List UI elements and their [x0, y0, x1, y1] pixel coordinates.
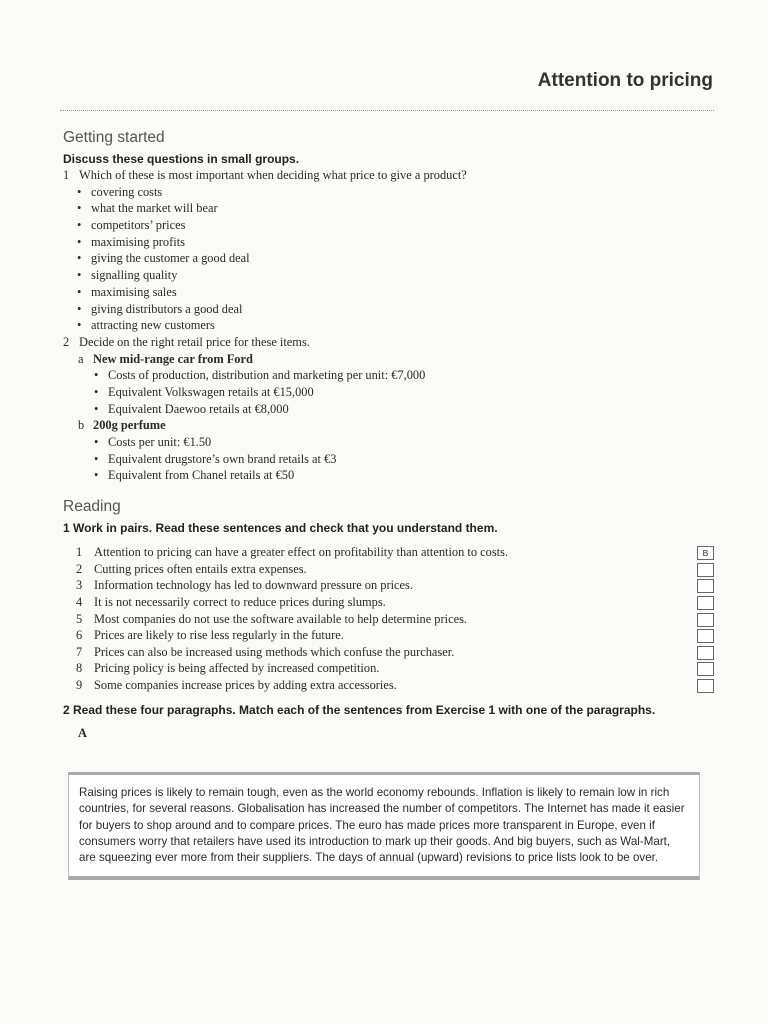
- question-1: [63, 167, 713, 184]
- answer-box[interactable]: B: [697, 546, 714, 560]
- sentence-number: 3: [76, 578, 83, 593]
- item-title: 200g perfume: [93, 418, 166, 433]
- sentence-item: [63, 577, 713, 594]
- list-item: • what the market will bear: [77, 200, 713, 217]
- sentence-item: [63, 677, 713, 694]
- list-item: • signalling quality: [77, 267, 713, 284]
- sentence-number: 9: [76, 677, 83, 692]
- sentence-text: Attention to pricing can have a greater effect on profitability than attention to costs.: [94, 545, 509, 560]
- question-number: 1: [63, 168, 70, 182]
- exercise-1-instruction: 1 Work in pairs. Read these sentences and check that you understand them.: [63, 521, 498, 536]
- sentence-text: It is not necessarily correct to reduce prices during slumps.: [94, 594, 386, 609]
- list-item: • attracting new customers: [77, 317, 713, 334]
- sentence-item: [63, 544, 713, 561]
- bullet-list-a: [63, 367, 713, 417]
- sentence-number: 6: [76, 628, 83, 643]
- answer-box[interactable]: [697, 679, 714, 693]
- section-heading-getting-started: Getting started: [63, 129, 165, 146]
- sentence-number: 1: [76, 545, 83, 560]
- sentence-item: [63, 594, 713, 611]
- answer-box[interactable]: [697, 613, 714, 627]
- question-text: Decide on the right retail price for these items.: [79, 334, 310, 349]
- sentence-item: [63, 561, 713, 578]
- sentence-text: Prices can also be increased using methods which confuse the purchaser.: [94, 644, 455, 659]
- instruction-text: Discuss these questions in small groups.: [63, 152, 300, 166]
- item-letter: a: [78, 351, 84, 366]
- sentence-text: Cutting prices often entails extra expenses.: [94, 561, 307, 576]
- list-item: • maximising sales: [77, 284, 713, 301]
- answer-box[interactable]: [697, 646, 714, 660]
- sentence-number: 4: [76, 594, 83, 609]
- sentence-text: Most companies do not use the software available to help determine prices.: [94, 611, 467, 626]
- sentence-text: Pricing policy is being affected by increased competition.: [94, 661, 380, 676]
- list-item: • Equivalent Volkswagen retails at €15,000: [94, 384, 713, 401]
- sentence-text: Some companies increase prices by adding extra accessories.: [94, 677, 397, 692]
- list-item: • Equivalent drugstore’s own brand retails at €3: [94, 451, 713, 468]
- question-2: [63, 334, 713, 351]
- sentence-list: [63, 544, 713, 693]
- answer-box[interactable]: [697, 629, 714, 643]
- list-item: • maximising profits: [77, 234, 713, 251]
- list-item: • covering costs: [77, 184, 713, 201]
- answer-box[interactable]: [697, 662, 714, 676]
- sentence-number: 2: [76, 561, 83, 576]
- dotted-divider: [60, 110, 714, 111]
- sentence-number: 5: [76, 611, 83, 626]
- sentence-item: [63, 627, 713, 644]
- list-item: • giving distributors a good deal: [77, 301, 713, 318]
- list-item: • Costs of production, distribution and marketing per unit: €7,000: [94, 367, 713, 384]
- exercise-2-instruction: 2 Read these four paragraphs. Match each of the sentences from Exercise 1 with one of the paragraphs.: [63, 703, 656, 718]
- sentence-number: 8: [76, 661, 83, 676]
- paragraph-letter: A: [78, 726, 87, 741]
- bullet-list-q1: [63, 184, 713, 334]
- sentence-text: Information technology has led to downward pressure on prices.: [94, 578, 413, 593]
- list-item: • Equivalent Daewoo retails at €8,000: [94, 401, 713, 418]
- answer-box[interactable]: [697, 579, 714, 593]
- question-text: Which of these is most important when deciding what price to give a product?: [79, 168, 467, 182]
- item-b: [63, 417, 713, 434]
- list-item: • giving the customer a good deal: [77, 250, 713, 267]
- answer-box[interactable]: [697, 563, 714, 577]
- sentence-item: [63, 644, 713, 661]
- section-heading-reading: Reading: [63, 498, 121, 516]
- question-number: 2: [63, 334, 70, 349]
- list-item: • Costs per unit: €1.50: [94, 434, 713, 451]
- bullet-list-b: [63, 434, 713, 484]
- main-content: [63, 129, 713, 741]
- sentence-number: 7: [76, 644, 83, 659]
- list-item: • competitors’ prices: [77, 217, 713, 234]
- page-title: Attention to pricing: [537, 70, 713, 91]
- sentence-item: [63, 660, 713, 677]
- item-a: [63, 351, 713, 368]
- list-item: • Equivalent from Chanel retails at €50: [94, 467, 713, 484]
- answer-box[interactable]: [697, 596, 714, 610]
- paragraph-a-box: Raising prices is likely to remain tough, even as the world economy rebounds. Inflation is likely to remain low in rich countries, for several reasons. Globalisation has increased the number of competitors. The Internet has made it easier for buyers to shop around and to compare prices. The euro has made prices more transparent in Europe, even if consumers worry that retailers have used its introduction to mark up their goods. And big buyers, such as Wal-Mart, are squeezing ever more from their suppliers. The days of annual (upward) revisions to price lists look to be over.: [68, 772, 700, 880]
- sentence-text: Prices are likely to rise less regularly in the future.: [94, 628, 344, 643]
- item-title: New mid-range car from Ford: [93, 351, 253, 366]
- item-letter: b: [78, 418, 85, 433]
- sentence-item: [63, 611, 713, 628]
